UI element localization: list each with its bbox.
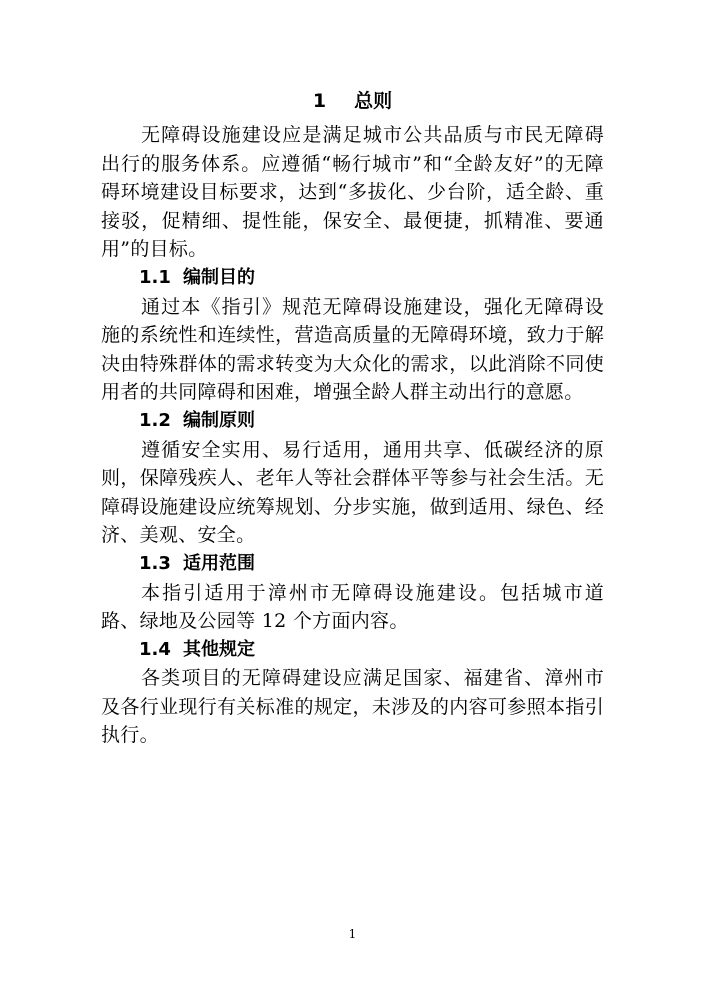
section-paragraph: 各类项目的无障碍建设应满足国家、福建省、漳州市及各行业现行有关标准的规定，未涉及的内容可参照本指引执行。: [101, 667, 604, 747]
section-paragraph: 本指引适用于漳州市无障碍设施建设。包括城市道路、绿地及公园等 12 个方面内容。: [101, 581, 604, 633]
section-paragraph: 通过本《指引》规范无障碍设施建设，强化无障碍设施的系统性和连续性，营造高质量的无障碍环境，致力于解决由特殊群体的需求转变为大众化的需求，以此消除不同使用者的共同障碍和困难，增强全龄人群主动出行的意愿。: [101, 295, 604, 404]
chapter-title: [0, 88, 705, 114]
section-heading: [101, 550, 604, 579]
section-title: 编制原则: [183, 409, 255, 431]
chapter-intro-paragraph: 无障碍设施建设应是满足城市公共品质与市民无障碍出行的服务体系。应遵循“畅行城市”和“全龄友好”的无障碍环境建设目标要求，达到“多拔化、少台阶，适全龄、重接驳，促精细、提性能，保安全、最便捷，抓精准、要通用”的目标。: [101, 124, 604, 261]
section-heading: [101, 264, 604, 293]
section-title: 适用范围: [183, 552, 255, 574]
section-number: 1.2: [139, 409, 171, 431]
section-heading: [101, 407, 604, 436]
section-number: 1.4: [139, 638, 171, 660]
document-body: [101, 121, 604, 750]
page-number: 1: [348, 927, 357, 941]
section-title: 编制目的: [183, 266, 255, 288]
section-heading: [101, 636, 604, 665]
section-paragraph: 遵循安全实用、易行适用，通用共享、低碳经济的原则，保障残疾人、老年人等社会群体平等参与社会生活。无障碍设施建设应统筹规划、分步实施，做到适用、绿色、经济、美观、安全。: [101, 438, 604, 547]
section-number: 1.1: [139, 266, 171, 288]
section-number: 1.3: [139, 552, 171, 574]
section-title: 其他规定: [183, 638, 255, 660]
chapter-number: 1: [312, 90, 327, 112]
chapter-title-text: 总则: [354, 90, 393, 112]
